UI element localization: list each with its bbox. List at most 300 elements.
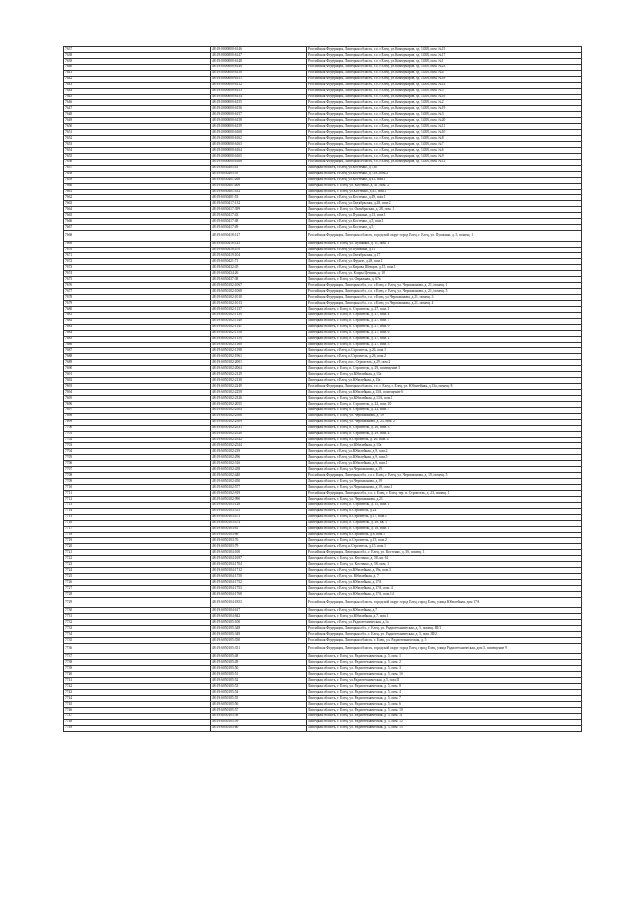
cadastral-number-cell: 48:19:0000000:6149 — [211, 64, 307, 70]
row-number-cell: 7675 — [64, 277, 211, 283]
row-number-cell: 7640 — [64, 64, 211, 70]
row-number-cell: 7692 — [64, 378, 211, 384]
row-number-cell: 7705 — [64, 455, 211, 461]
row-number-cell: 7671 — [64, 253, 211, 259]
row-number-cell: 7702 — [64, 437, 211, 443]
address-cell: Российская Федерация, Липецкая область, г.о. г.Елец, ул.Коммунаров, зд. 143В, пом. №15 — [307, 47, 582, 53]
row-number-cell: 7739 — [64, 666, 211, 672]
cadastral-number-cell: 48:19:0000000:6148 — [211, 58, 307, 64]
row-number-cell: 7716 — [64, 520, 211, 526]
cadastral-number-cell: 48:19:6050104:1704 — [211, 562, 307, 568]
cadastral-number-cell: 48:19:6050103:474 — [211, 520, 307, 526]
address-cell: Липецкая область, г.Елец, ул.Кирова Шевцов, д.15, пом.1 — [307, 265, 582, 271]
cadastral-number-cell: 48:19:6050104:100 — [211, 550, 307, 556]
address-cell: Российская Федерация, Липецкая обл., г.о. г.Елец, г. Елец, ул. Черокманова, д. 21, помещ. 5 — [307, 289, 582, 295]
address-cell: Липецкая область, г.Елец, ул.Юбилейная, д.17А, пом.14 — [307, 591, 582, 597]
cadastral-number-cell: 48:19:6050105:56 — [211, 701, 307, 707]
cadastral-number-cell: 48:19:6050104:1750 — [211, 574, 307, 580]
cadastral-number-cell: 48:19:6050102:1013 — [211, 300, 307, 306]
cadastral-number-cell: 48:19:6030417:399 — [211, 207, 307, 213]
address-cell: Липецкая область, г.Елец, п.Строитель, д.15, пом.1 — [307, 544, 582, 550]
row-number-cell: 7668 — [64, 231, 211, 242]
cadastral-number-cell: 48:19:6030437:38 — [211, 277, 307, 283]
row-number-cell: 7660 — [64, 183, 211, 189]
row-number-cell: 7730 — [64, 608, 211, 614]
cadastral-number-cell: 48:19:6050102:1158 — [211, 330, 307, 336]
row-number-cell: 7666 — [64, 219, 211, 225]
row-number-cell: 7697 — [64, 407, 211, 413]
cadastral-number-cell: 48:19:6050105:54 — [211, 690, 307, 696]
cadastral-number-cell: 48:19:0000000:6162 — [211, 136, 307, 142]
address-cell: Липецкая область, г. Елец, п. Строитель, д. 27, пом. 2 — [307, 336, 582, 342]
row-number-cell: 7645 — [64, 94, 211, 100]
address-cell: Липецкая область, г.Елец, ул.Радиотехническая, д.1а — [307, 620, 582, 626]
cadastral-number-cell: 48:19:0000000:6156 — [211, 106, 307, 112]
cadastral-number-cell: 48:19:6030401:406 — [211, 183, 307, 189]
cadastral-number-cell: 48:19:6050103:128 — [211, 502, 307, 508]
cadastral-number-cell: 48:19:6030434:26 — [211, 271, 307, 277]
cadastral-number-cell: 48:19:6050103:76 — [211, 538, 307, 544]
cadastral-number-cell: 48:19:6050102:316 — [211, 461, 307, 467]
table-row — [64, 231, 582, 242]
cadastral-number-cell: 48:19:6050105:100 — [211, 620, 307, 626]
cadastral-number-cell: 48:19:6050105:351 — [211, 643, 307, 654]
address-cell: Липецкая область, г. Елец, п.Строитель, д.17, пом.1 — [307, 514, 582, 520]
cadastral-number-cell: 48:19:6050105:50 — [211, 666, 307, 672]
row-number-cell: 7710 — [64, 485, 211, 491]
address-cell: Липецкая область, г.Елец, п.Строитель, д.26, пом.1 — [307, 348, 582, 354]
address-cell: Липецкая область, г.Елец, ул.Костенко, д.73А, пом.2 — [307, 171, 582, 177]
address-cell: Липецкая область, г.Елец, ул.Пушкина, д.11 — [307, 247, 582, 253]
cadastral-number-cell: 48:19:0000000:6165 — [211, 153, 307, 159]
cadastral-number-cell: 48:19:6050104:617 — [211, 608, 307, 614]
row-number-cell: 7672 — [64, 259, 211, 265]
address-cell: Липецкая область, г. Елец, ул. Октябрьская, д. 28, пом. 1 — [307, 207, 582, 213]
cadastral-number-cell: 48:19:6050102:2509 — [211, 419, 307, 425]
cadastral-number-cell: 48:19:6050102:577 — [211, 485, 307, 491]
row-number-cell: 7708 — [64, 473, 211, 479]
row-number-cell: 7663 — [64, 201, 211, 207]
row-number-cell: 7654 — [64, 147, 211, 153]
address-cell: Липецкая область, г.Елец, ул.Юбилейная, д.9, пом.5 — [307, 455, 582, 461]
row-number-cell: 7718 — [64, 532, 211, 538]
row-number-cell: 7709 — [64, 479, 211, 485]
cadastral-number-cell: 48:19:0000000:6152 — [211, 82, 307, 88]
address-cell: Российская Федерация, Липецкая область, г.о. г.Елец, ул.Коммунаров, зд. 143В, пом. №12 — [307, 159, 582, 165]
row-number-cell: 7745 — [64, 701, 211, 707]
address-cell: Липецкая область, г. Елец, п.Строитель, д.22 — [307, 508, 582, 514]
cadastral-number-cell: 48:19:6050102:990 — [211, 496, 307, 502]
row-number-cell: 7647 — [64, 106, 211, 112]
row-number-cell: 7658 — [64, 171, 211, 177]
row-number-cell: 7727 — [64, 585, 211, 591]
cadastral-number-cell: 48:19:6050102:438 — [211, 467, 307, 473]
cadastral-number-cell: 48:19:6050102:1068 — [211, 289, 307, 295]
address-cell: Российская Федерация, Липецкая область, г.о. г.Елец, ул.Коммунаров, зд. 143В, пом. №11 — [307, 124, 582, 130]
address-cell: Липецкая область, г. Елец, ул.Радиотехническая, д.5, пом.II — [307, 678, 582, 684]
address-cell: Российская Федерация, Липецкая область, г.о. г.Елец, ул.Коммунаров, зд. 143В, пом. №23 — [307, 64, 582, 70]
address-cell: Липецкая область, г.Елец, ул.Юбилейная, д.13А, помещение 6 — [307, 390, 582, 396]
address-cell: Липецкая область, г.Елец, ул.Юбилейная, д.19а, пом.3 — [307, 568, 582, 574]
cadastral-number-cell: 48:19:6050102:2504 — [211, 407, 307, 413]
address-cell: Липецкая область, г. Елец, ул. Радиотехническая, д. 5, пом. 12 — [307, 719, 582, 725]
cadastral-number-cell: 48:19:6050102:239 — [211, 449, 307, 455]
row-number-cell: 7748 — [64, 719, 211, 725]
row-number-cell: 7719 — [64, 538, 211, 544]
address-cell: Липецкая область, г. Елец, п. Строитель, д. 27, пом. 7 — [307, 318, 582, 324]
row-number-cell: 7646 — [64, 100, 211, 106]
row-number-cell: 7674 — [64, 271, 211, 277]
address-cell: Липецкая область, г.Елец, ул.Юбилейная, д.7 — [307, 608, 582, 614]
address-cell: Российская Федерация, Липецкая область, г.о. г.Елец, ул.Коммунаров, зд. 143В, пом. №4 — [307, 70, 582, 76]
address-cell: Российская Федерация, Липецкая обл., г.о. г. Елец, г. Елец, тер. п. Строитель, д. 23, помещ. 1 — [307, 490, 582, 496]
table-body — [64, 47, 582, 732]
row-number-cell: 7741 — [64, 678, 211, 684]
cadastral-number-cell: 48:19:6050102:2249 — [211, 384, 307, 390]
cadastral-number-cell: 48:19:6050102:1961 — [211, 354, 307, 360]
address-cell: Липецкая область, г. Елец, ул. Костенко, д. 58, кв. 61 — [307, 556, 582, 562]
address-cell: Липецкая область, г.Елец, пос. Строитель, д.29, пом.2 — [307, 360, 582, 366]
cadastral-number-cell: 48:19:6050102:1140 — [211, 318, 307, 324]
address-cell: Липецкая область, г. Елец, п.Строитель, д.8, пом.1 — [307, 532, 582, 538]
row-number-cell: 7737 — [64, 654, 211, 660]
address-cell: Липецкая область, г. Елец, п. Строитель, д. 26, пом. 3 — [307, 425, 582, 431]
row-number-cell: 7712 — [64, 496, 211, 502]
cadastral-number-cell: 48:19:0000000:6155 — [211, 100, 307, 106]
address-cell: Российская Федерация, Липецкая область, г. Елец, ул. Радиотехническая, д. 5 — [307, 638, 582, 644]
row-number-cell: 7720 — [64, 544, 211, 550]
cadastral-number-cell: 48:19:6050102:2542 — [211, 437, 307, 443]
row-number-cell: 7724 — [64, 568, 211, 574]
address-cell: Российская Федерация, Липецкая область, г.о. г.Елец, ул.Коммунаров, зд. 143В, пом. №10 — [307, 130, 582, 136]
row-number-cell: 7650 — [64, 124, 211, 130]
row-number-cell: 7707 — [64, 467, 211, 473]
cadastral-number-cell: 48:19:6050103:315 — [211, 508, 307, 514]
row-number-cell: 7641 — [64, 70, 211, 76]
address-cell: Российская Федерация, Липецкая обл., г. Елец, ул. Радиотехническая, д. 5, пом. III/2 — [307, 632, 582, 638]
cadastral-number-cell: 48:19:6050102:2129 — [211, 372, 307, 378]
address-cell: Липецкая область, г. Елец, п. Строитель, д. 27, пом. 3 — [307, 342, 582, 348]
row-number-cell: 7749 — [64, 725, 211, 731]
address-cell: Липецкая область, г. Елец, ул.Костенко, д.41, пом.1 — [307, 189, 582, 195]
cadastral-number-cell: 48:19:6050105:57 — [211, 707, 307, 713]
row-number-cell: 7643 — [64, 82, 211, 88]
row-number-cell: 7722 — [64, 556, 211, 562]
row-number-cell: 7681 — [64, 312, 211, 318]
row-number-cell: 7728 — [64, 591, 211, 597]
cadastral-number-cell: 48:19:6050102:2055 — [211, 401, 307, 407]
cadastral-number-cell: 48:19:0000000:6166 — [211, 159, 307, 165]
address-cell: Липецкая область, г.Елец, ул.Юбилейная, д.9, пом.2 — [307, 449, 582, 455]
address-cell: Липецкая область, г. Елец, п. Строитель, д. 27, пом. 9 — [307, 324, 582, 330]
address-cell: Российская Федерация, Липецкая обл., г.о.г. Елец, г. Елец, ул. Черокманова, д. 19, помещ. 5 — [307, 473, 582, 479]
address-cell: Российская Федерация, Липецкая обл., г. Елец, ул. Костенко, д. 56, помещ. 1 — [307, 550, 582, 556]
row-number-cell: 7657 — [64, 165, 211, 171]
row-number-cell: 7667 — [64, 225, 211, 231]
address-cell: Российская Федерация, Липецкая область, г.о. г.Елец, ул.Коммунаров, зд. 143В, пом. №20 — [307, 118, 582, 124]
cadastral-number-cell: 48:19:6030418:470 — [211, 247, 307, 253]
row-number-cell: 7695 — [64, 395, 211, 401]
row-number-cell: 7731 — [64, 614, 211, 620]
cadastral-number-cell: 48:19:6030418:145 — [211, 241, 307, 247]
cadastral-number-cell: 48:19:6050105:49 — [211, 660, 307, 666]
cadastral-number-cell: 48:19:0000000:6163 — [211, 142, 307, 148]
row-number-cell: 7736 — [64, 643, 211, 654]
address-cell: Липецкая область, г. Елец, ул. Пушкина, д. 11, пом. 1 — [307, 241, 582, 247]
address-cell: Российская Федерация, Липецкая обл., г.о. г.Елец, г. Елец, ул. Черокманова, д. 21, помещ. 1 — [307, 283, 582, 289]
cadastral-number-cell: 48:19:6050105:58 — [211, 713, 307, 719]
address-cell: Российская Федерация, Липецкая область, г.о. г.Елец, ул.Коммунаров, зд. 143В, пом. №9 — [307, 153, 582, 159]
row-number-cell: 7662 — [64, 195, 211, 201]
cadastral-number-cell: 48:19:6050102:296 — [211, 455, 307, 461]
cadastral-number-cell: 48:19:6050103:66 — [211, 532, 307, 538]
cadastral-number-cell: 48:19:6050104:1712 — [211, 568, 307, 574]
row-number-cell: 7680 — [64, 306, 211, 312]
address-cell: Липецкая область, г. Елец, ул.Юбилейная, д.13А, пом.1 — [307, 395, 582, 401]
row-number-cell: 7638 — [64, 52, 211, 58]
address-cell: Российская Федерация, Липецкая обл., г.о. г.Елец, ул.Черокманова, д.21, помещ. 3 — [307, 295, 582, 301]
row-number-cell: 7678 — [64, 295, 211, 301]
address-cell: Липецкая область, г.Елец, ул.Юбилейная, д.13а — [307, 378, 582, 384]
cadastral-number-cell: 48:19:6050105:48 — [211, 654, 307, 660]
cadastral-number-cell: 48:19:6050102:2531 — [211, 425, 307, 431]
cadastral-number-cell: 48:19:6050102:2130 — [211, 378, 307, 384]
cadastral-number-cell: 48:19:6050102:2506 — [211, 413, 307, 419]
cadastral-number-cell: 48:19:0000000:6146 — [211, 47, 307, 53]
cadastral-number-cell: 48:19:6050103:473 — [211, 514, 307, 520]
row-number-cell: 7693 — [64, 384, 211, 390]
cadastral-number-cell: 48:19:6050102:2001 — [211, 360, 307, 366]
row-number-cell: 7651 — [64, 130, 211, 136]
cadastral-number-cell: 48:19:6050102:1139 — [211, 312, 307, 318]
row-number-cell: 7696 — [64, 401, 211, 407]
address-cell: Липецкая область, г.Елец, п.Строитель, д.26, пом.2 — [307, 354, 582, 360]
cadastral-number-cell: 48:19:0000000:6147 — [211, 52, 307, 58]
address-cell: Липецкая область, г.Елец, ул.Юбилейная, д.17А — [307, 580, 582, 586]
cadastral-number-cell: 48:19:0000000:6154 — [211, 94, 307, 100]
cadastral-number-cell: 48:19:6030417:43 — [211, 213, 307, 219]
address-cell: Липецкая область, г.Елец, ул.Октябрьская, д.17 — [307, 253, 582, 259]
row-number-cell: 7684 — [64, 330, 211, 336]
cadastral-number-cell: 48:19:6050104:1697 — [211, 556, 307, 562]
address-cell: Липецкая область, г. Елец, п. Строитель, д. 18, пом. 1 — [307, 526, 582, 532]
address-cell: Липецкая область, г. Елец, п.Строитель, д.15, пом.2 — [307, 538, 582, 544]
row-number-cell: 7694 — [64, 390, 211, 396]
cadastral-number-cell: 48:19:0000000:6153 — [211, 88, 307, 94]
address-cell: Липецкая область, г. Елец, ул. Радиотехническая, д. 5, пом. 15 — [307, 725, 582, 731]
row-number-cell: 7682 — [64, 318, 211, 324]
cadastral-number-cell: 48:19:0000000:6158 — [211, 118, 307, 124]
cadastral-number-cell: 48:19:6050103:79 — [211, 544, 307, 550]
row-number-cell: 7676 — [64, 283, 211, 289]
cadastral-number-cell: 48:19:6050105:51 — [211, 672, 307, 678]
address-cell: Липецкая область, г. Елец, п. Строитель, д. 27, пом. 6 — [307, 330, 582, 336]
address-cell: Липецкая область, г.Елец, ул.Октябрьская, д.28, пом.2 — [307, 201, 582, 207]
address-cell: Липецкая область, г. Елец, ул.Юбилейная, д.7, пом.1 — [307, 614, 582, 620]
cadastral-number-cell: 48:19:6030421:71 — [211, 259, 307, 265]
address-cell: Липецкая область, г. Елец, ул. Радиотехническая, д. 5, пом. 1 — [307, 654, 582, 660]
row-number-cell: 7644 — [64, 88, 211, 94]
cadastral-number-cell: 48:19:6030419:104 — [211, 253, 307, 259]
row-number-cell: 7687 — [64, 348, 211, 354]
row-number-cell: 7689 — [64, 360, 211, 366]
cadastral-number-cell: 48:19:0000000:6160 — [211, 130, 307, 136]
row-number-cell: 7673 — [64, 265, 211, 271]
address-cell: Российская Федерация, Липецкая область, г.о. г.Елец, ул.Коммунаров, зд. 143В, пом. №7 — [307, 142, 582, 148]
address-cell: Российская Федерация, Липецкая область, г.о. г.Елец, ул.Коммунаров, зд. 143В, пом. №16 — [307, 94, 582, 100]
cadastral-number-cell: 48:19:6030401:268 — [211, 177, 307, 183]
row-number-cell: 7723 — [64, 562, 211, 568]
row-number-cell: 7744 — [64, 696, 211, 702]
address-cell: Липецкая область, г. Елец, ул. Черокманова, д. 19 — [307, 413, 582, 419]
cadastral-number-cell: 48:19:6050104:1753 — [211, 585, 307, 591]
address-cell: Липецкая область, г. Елец, ул. Овражная, д. 67а — [307, 277, 582, 283]
address-cell: Липецкая область, г. Елец, ул. Радиотехническая, д. 5, пом. 1б — [307, 672, 582, 678]
row-number-cell: 7740 — [64, 672, 211, 678]
row-number-cell: 7700 — [64, 425, 211, 431]
row-number-cell: 7653 — [64, 142, 211, 148]
address-cell: Липецкая область, г. Елец, ул. Костенко, д. 41, пом. 2 — [307, 183, 582, 189]
address-cell: Липецкая область, г. Елец, ул. Радиотехническая, д. 5, пом. 6 — [307, 701, 582, 707]
address-cell: Российская Федерация, Липецкая область, г.о. г.Елец, ул.Коммунаров, зд. 143В, пом. №18 — [307, 76, 582, 82]
row-number-cell: 7664 — [64, 207, 211, 213]
address-cell: Российская Федерация, Липецкая область, городской округ город Елец, город Елец, улица Юбилейная, дом 17А — [307, 597, 582, 608]
cadastral-number-cell: 48:19:6050105:53 — [211, 684, 307, 690]
cadastral-number-cell: 48:19:6050104:1853 — [211, 597, 307, 608]
cadastral-number-cell: 48:19:6050102:450 — [211, 479, 307, 485]
address-cell: Российская Федерация, Липецкая область, г.о. г.Елец, ул.Коммунаров, зд. 143В, пом. №1 — [307, 58, 582, 64]
cadastral-number-cell: 48:19:6030401:53 — [211, 195, 307, 201]
row-number-cell: 7665 — [64, 213, 211, 219]
address-cell: Липецкая область, г. Елец, ул. Черокманова, д.21 — [307, 496, 582, 502]
cadastral-number-cell: 48:19:6030417:49 — [211, 225, 307, 231]
address-cell: Липецкая область, г.Елец, ул.Костенко, д.73а — [307, 165, 582, 171]
cadastral-number-cell: 48:19:6050105:348 — [211, 626, 307, 632]
address-cell: Липецкая область, г. Елец, ул. Костенко, д. 58, пом. 1 — [307, 562, 582, 568]
row-number-cell: 7713 — [64, 502, 211, 508]
cadastral-number-cell: 48:19:6050102:1159 — [211, 336, 307, 342]
cadastral-number-cell: 48:19:0000000:6150 — [211, 70, 307, 76]
row-number-cell: 7732 — [64, 620, 211, 626]
cadastral-number-cell: 48:19:6050102:2064 — [211, 366, 307, 372]
address-cell: Российская Федерация, Липецкая область, г.о. г.Елец, ул.Коммунаров, зд. 143В, пом. №17 — [307, 52, 582, 58]
row-number-cell: 7721 — [64, 550, 211, 556]
cadastral-number-cell: 48:19:6030417:48 — [211, 219, 307, 225]
row-number-cell: 7701 — [64, 431, 211, 437]
row-number-cell: 7706 — [64, 461, 211, 467]
cadastral-number-cell: 48:19:6030205:55 — [211, 171, 307, 177]
address-cell: Липецкая область, г. Елец, ул. Черокманова, д. 23, пом. 2 — [307, 419, 582, 425]
address-cell: Липецкая область, г. Елец, п. Строитель, д. 29, помещение 3 — [307, 366, 582, 372]
address-cell: Липецкая область, г. Елец, ул.Черокманова, д.19 — [307, 479, 582, 485]
row-number-cell: 7691 — [64, 372, 211, 378]
property-register-table — [63, 46, 582, 732]
address-cell: Липецкая область, г. Елец, п. Строитель, д. 29, пом. 4 — [307, 431, 582, 437]
row-number-cell: 7725 — [64, 574, 211, 580]
address-cell: Липецкая область, г. Елец, ул.Юбилейная, д.13а — [307, 372, 582, 378]
cadastral-number-cell: 48:19:6050104:1768 — [211, 591, 307, 597]
row-number-cell: 7685 — [64, 336, 211, 342]
row-number-cell: 7686 — [64, 342, 211, 348]
address-cell: Липецкая область, г.Елец, ул. Юбилейная, д. 7 — [307, 574, 582, 580]
row-number-cell: 7639 — [64, 58, 211, 64]
cadastral-number-cell: 48:19:6030417:132 — [211, 201, 307, 207]
cadastral-number-cell: 48:19:6030401:412 — [211, 189, 307, 195]
address-cell: Липецкая область, г.Елец, ул.Костенко, д.41, пом.1 — [307, 177, 582, 183]
row-number-cell: 7659 — [64, 177, 211, 183]
row-number-cell: 7698 — [64, 413, 211, 419]
address-cell: Липецкая область, г. Елец, п. Строитель, д. 22, пом. 7 — [307, 407, 582, 413]
cadastral-number-cell: 48:19:6030418:127 — [211, 231, 307, 242]
address-cell: Липецкая область, г. Елец, ул. Радиотехническая, д. 5, пом. 10 — [307, 707, 582, 713]
address-cell: Липецкая область, г.Елец, ул.Костенко, д.5 — [307, 225, 582, 231]
address-cell: Липецкая область, г. Елец, п. Строитель, д. 28, кв. 1 — [307, 520, 582, 526]
address-cell: Липецкая область, г. Елец, ул. Радиотехническая, д. 5, пом. 4 — [307, 690, 582, 696]
row-number-cell: 7661 — [64, 189, 211, 195]
address-cell: Липецкая область, г.Елец, ул.Фрунзе, д.28, пом.1 — [307, 259, 582, 265]
address-cell: Липецкая область, г.Елец, ул.Костенко, д.49, пом.1 — [307, 195, 582, 201]
address-cell: Липецкая область, г. Елец, ул. Радиотехническая, д. 5, пом. 2 — [307, 660, 582, 666]
row-number-cell: 7690 — [64, 366, 211, 372]
row-number-cell: 7699 — [64, 419, 211, 425]
table-row — [64, 643, 582, 654]
row-number-cell: 7738 — [64, 660, 211, 666]
row-number-cell: 7714 — [64, 508, 211, 514]
address-cell: Российская Федерация, Липецкая область, городской округ город Елец, г. Елец, ул. Пушкина, д. 5, помещ. 1 — [307, 231, 582, 242]
address-cell: Липецкая область, г. Елец, ул.Черокманова, д.19 — [307, 467, 582, 473]
row-number-cell: 7743 — [64, 690, 211, 696]
address-cell: Липецкая область, г. Елец, ул. Радиотехническая, д. 5, пом. 7 — [307, 696, 582, 702]
cadastral-number-cell: 48:19:6050102:2250 — [211, 390, 307, 396]
row-number-cell: 7726 — [64, 580, 211, 586]
row-number-cell: 7679 — [64, 300, 211, 306]
row-number-cell: 7655 — [64, 153, 211, 159]
row-number-cell: 7717 — [64, 526, 211, 532]
row-number-cell: 7711 — [64, 490, 211, 496]
row-number-cell: 7677 — [64, 289, 211, 295]
row-number-cell: 7649 — [64, 118, 211, 124]
cadastral-number-cell: 48:19:0000000:6164 — [211, 147, 307, 153]
address-cell: Липецкая область, г. Елец, ул. Радиотехническая, д. 5, пом. 8 — [307, 684, 582, 690]
row-number-cell: 7688 — [64, 354, 211, 360]
cadastral-number-cell: 48:19:6050102:919 — [211, 490, 307, 496]
address-cell: Российская Федерация, Липецкая область, г.о. г.Елец, ул.Коммунаров, зд. 143В, пом. №5 — [307, 88, 582, 94]
cadastral-number-cell: 48:19:6050105:52 — [211, 678, 307, 684]
address-cell: Российская Федерация, Липецкая обл., г. Елец, ул. Радиотехническая, д. 5, помещ. III/1 — [307, 626, 582, 632]
address-cell: Липецкая область, г. Елец, п. Строитель, д. 22, пом. 10 — [307, 401, 582, 407]
address-cell: Липецкая область, г. Елец, ул.Юбилейная, д.13а — [307, 443, 582, 449]
address-cell: Российская Федерация, Липецкая область, г.о. г.Елец, ул.Коммунаров, зд. 143В, пом. №2 — [307, 100, 582, 106]
address-cell: Липецкая область, г. Елец, ул. Радиотехническая, д. 5, пом. 3 — [307, 666, 582, 672]
address-cell: Российская Федерация, Липецкая область, г.о. г.Елец, ул.Коммунаров, зд. 143В, пом. №8 — [307, 136, 582, 142]
row-number-cell: 7652 — [64, 136, 211, 142]
table-row — [64, 597, 582, 608]
address-cell: Российская Федерация, Липецкая область, городской округ город Елец, город Елец, улица Радиотехническая, дом 5, помещение 9 — [307, 643, 582, 654]
row-number-cell: 7734 — [64, 632, 211, 638]
cadastral-number-cell: 48:19:6050105:60 — [211, 725, 307, 731]
address-cell: Российская Федерация, Липецкая область, г.о. г. Елец, г. Елец, ул. Юбилейная, д.13а, помещ. 8 — [307, 384, 582, 390]
cadastral-number-cell: 48:19:6050105:350 — [211, 638, 307, 644]
address-cell: Российская Федерация, Липецкая область, г.о. г.Елец, ул.Коммунаров, зд. 143В, пом. №3 — [307, 112, 582, 118]
address-cell: Липецкая область, г.Елец, ул.Пушкина, д.13, пом.1 — [307, 213, 582, 219]
cadastral-number-cell: 48:19:6050102:1137 — [211, 306, 307, 312]
cadastral-number-cell: 48:19:0000000:6159 — [211, 124, 307, 130]
cadastral-number-cell: 48:19:6050103:61 — [211, 526, 307, 532]
row-number-cell: 7642 — [64, 76, 211, 82]
row-number-cell: 7648 — [64, 112, 211, 118]
cadastral-number-cell: 48:19:6050102:2520 — [211, 431, 307, 437]
address-cell: Липецкая область, г.Елец, ул.Юбилейная, д.17А, пом. 4 — [307, 585, 582, 591]
